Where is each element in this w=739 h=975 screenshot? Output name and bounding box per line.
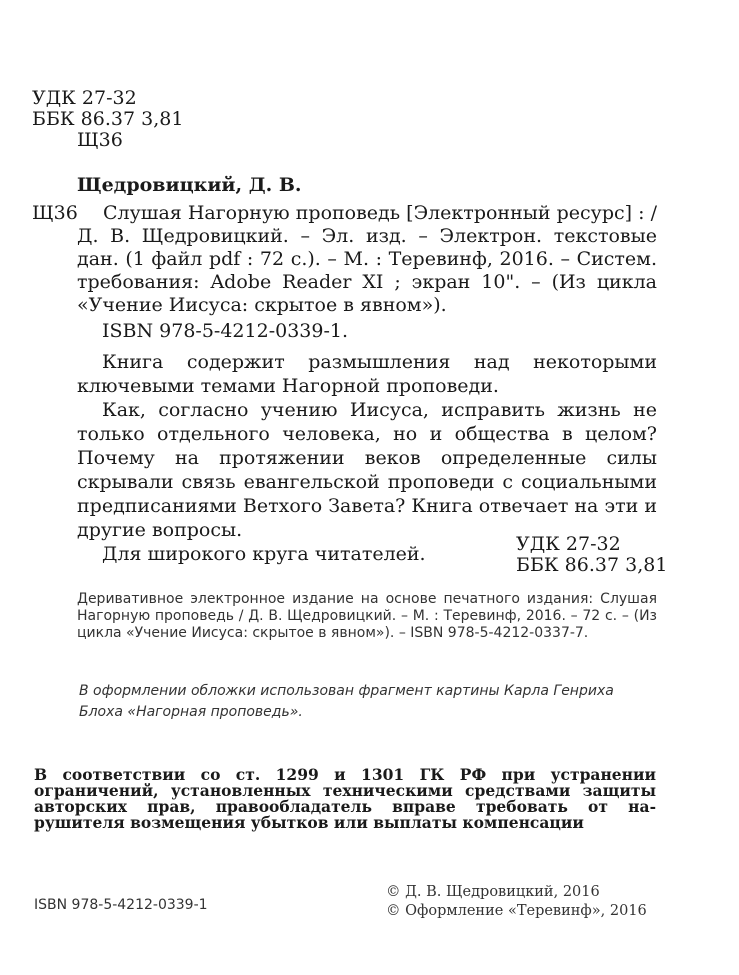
bibliographic-description (77, 202, 657, 317)
classification-codes-right (516, 534, 667, 576)
bbk-code-right: ББК 86.37 3,81 (516, 554, 668, 576)
author-mark: Щ36 (77, 129, 123, 151)
bibliographic-text: Слушая Нагорную проповедь [Электронный ресурс] : / Д. В. Щедровицкий. – Эл. изд. – Электрон. текстовые дан. (1 файл pdf : 72 с.). – М. : Теревинф, 2016. – Систем. требования: Adobe Reader XI ; экран 10". – (Из цикла «Учение Иисуса: скрытое в явном»). (77, 202, 657, 316)
cover-credit-line: В оформлении обложки использован фрагмент картины Карла Генриха (79, 683, 614, 699)
copyright-design: © Оформление «Теревинф», 2016 (386, 903, 647, 919)
footer-isbn: ISBN 978-5-4212-0339-1 (34, 897, 208, 913)
copyright-author: © Д. В. Щедровицкий, 2016 (386, 884, 600, 900)
annotation-paragraph: Как, согласно учению Иисуса, исправить жизнь не только отдельного человека, но и общества в целом? Почему на протяжении веков определенные силы скрывали связь евангельской проповеди с социальными предписаниями Ветхого Завета? Книга отвечает на эти и другие вопросы. (77, 399, 657, 541)
bbk-code: ББК 86.37 3,81 (32, 108, 184, 130)
rights-notice: В соответствии со ст. 1299 и 1301 ГК РФ при устранении ограничений, установленных техническими средствами защиты авторских прав, правообладатель вправе требовать от на-рушителя возмещения убытков или выплаты компенсации (34, 765, 656, 832)
derivative-edition-note: Деривативное электронное издание на основе печатного издания: Слушая Нагорную проповедь / Д. В. Щедровицкий. – М. : Теревинф, 2016. – 72 с. – (Из цикла «Учение Иисуса: скрытое в явном»). – ISBN 978-5-4212-0337-7. (77, 591, 657, 641)
cover-credit-line: Блоха «Нагорная проповедь». (79, 704, 303, 720)
entry-author-mark: Щ36 (32, 202, 78, 224)
bibliographic-isbn: ISBN 978-5-4212-0339-1. (102, 320, 349, 342)
udk-code-right: УДК 27-32 (516, 533, 621, 555)
cover-credit (79, 681, 639, 723)
annotation-paragraph: Книга содержит размышления над некоторыми ключевыми темами Нагорной проповеди. (77, 351, 657, 397)
author-heading: Щедровицкий, Д. В. (77, 174, 302, 196)
classification-codes (32, 88, 183, 151)
udk-code: УДК 27-32 (32, 87, 137, 109)
copyright-block (386, 883, 647, 921)
annotation-audience: Для широкого круга читателей. (102, 543, 426, 565)
